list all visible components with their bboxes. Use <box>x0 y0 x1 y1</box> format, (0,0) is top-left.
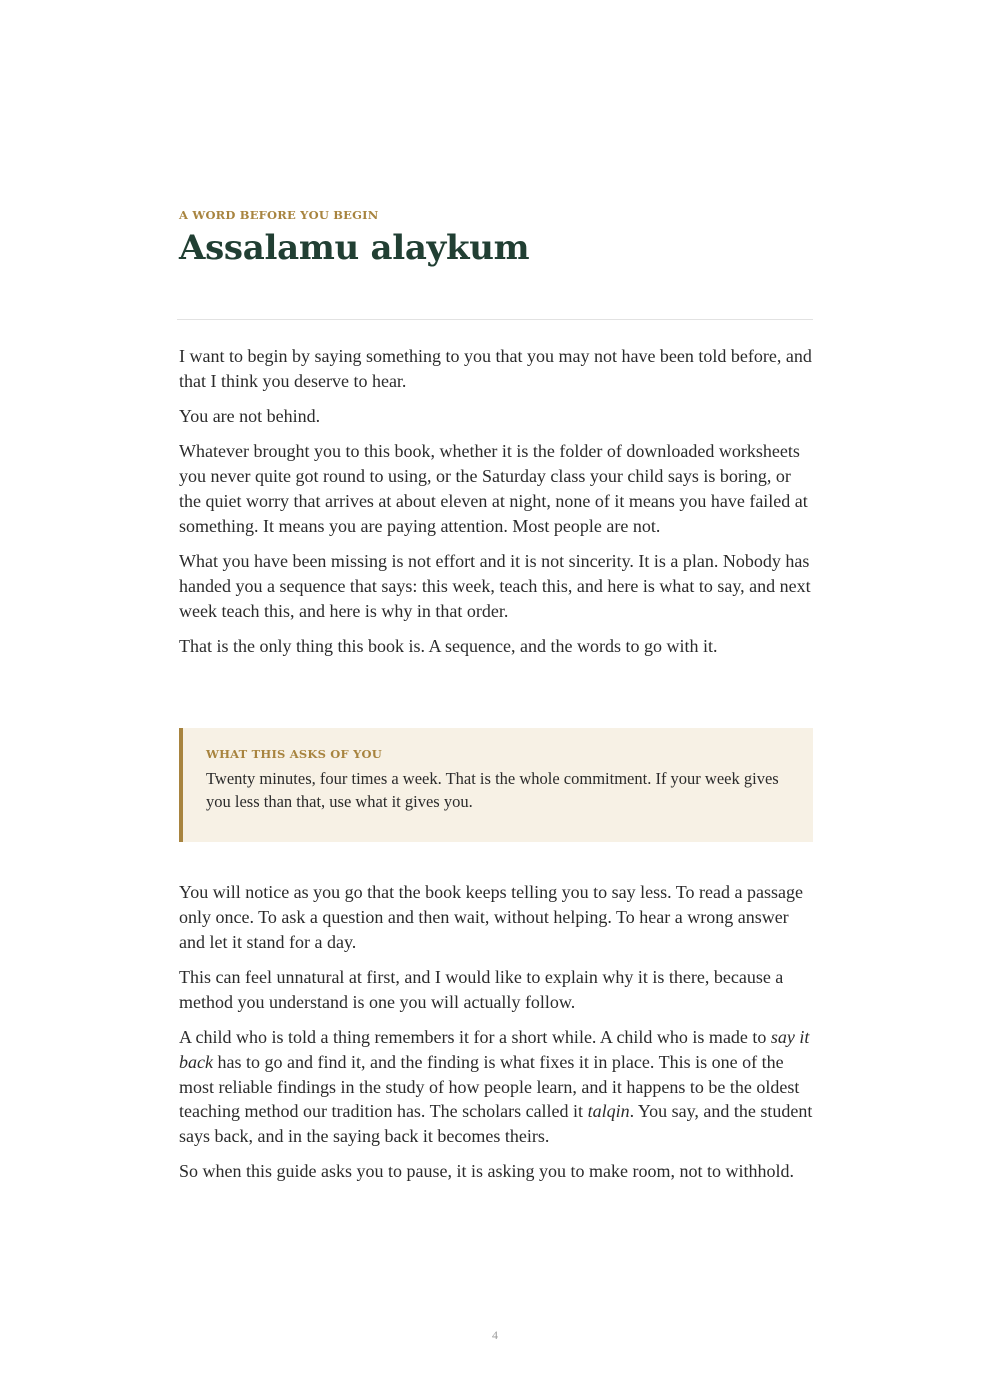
paragraph: You are not behind. <box>179 406 321 427</box>
paragraph: Whatever brought you to this book, whether it is the folder of downloaded worksheets you never quite got round to using, or the Saturday class your child says is boring, or the quiet worry that arrives at about eleven at night, none of it means you have failed at something. It means you are paying attention. Most people are not. <box>179 441 808 536</box>
page-number: 4 <box>492 1328 498 1342</box>
paragraph: So when this guide asks you to pause, it is asking you to make room, not to withhold. <box>179 1161 794 1182</box>
callout-box <box>179 728 813 842</box>
intro-section <box>179 344 813 669</box>
paragraph <box>179 1025 813 1149</box>
section-eyebrow: A WORD BEFORE YOU BEGIN <box>179 208 379 222</box>
text-run: . You say, and the student says back, and in the saying back it becomes theirs. <box>179 1101 813 1147</box>
text-run: has to go and find it, and the finding is what fixes it in place. This is one of the most reliable findings in the study of how people learn, and it happens to be the oldest teaching method our tradition has. The scholars called it <box>179 1051 800 1122</box>
emphasis: say it back <box>179 1026 810 1072</box>
method-section <box>179 880 813 1195</box>
emphasis: talqin <box>587 1101 630 1122</box>
page-title: Assalamu alaykum <box>179 228 530 268</box>
callout-label: WHAT THIS ASKS OF YOU <box>206 747 382 761</box>
callout-text: Twenty minutes, four times a week. That is the whole commitment. If your week gives you less than that, use what it gives you. <box>206 769 779 811</box>
paragraph: This can feel unnatural at first, and I would like to explain why it is there, because a method you understand is one you will actually follow. <box>179 966 784 1012</box>
paragraph: You will notice as you go that the book keeps telling you to say less. To read a passage only once. To ask a question and then wait, without helping. To hear a wrong answer and let it stand for a day. <box>179 882 803 952</box>
text-run: A child who is told a thing remembers it for a short while. A child who is made to <box>179 1026 771 1047</box>
paragraph: I want to begin by saying something to you that you may not have been told before, and that I think you deserve to hear. <box>179 346 812 391</box>
paragraph: What you have been missing is not effort and it is not sincerity. It is a plan. Nobody has handed you a sequence that says: this week, teach this, and here is what to say, and next week teach this, and here is why in that order. <box>179 551 811 621</box>
paragraph: That is the only thing this book is. A sequence, and the words to go with it. <box>179 635 718 656</box>
section-divider <box>177 319 813 320</box>
